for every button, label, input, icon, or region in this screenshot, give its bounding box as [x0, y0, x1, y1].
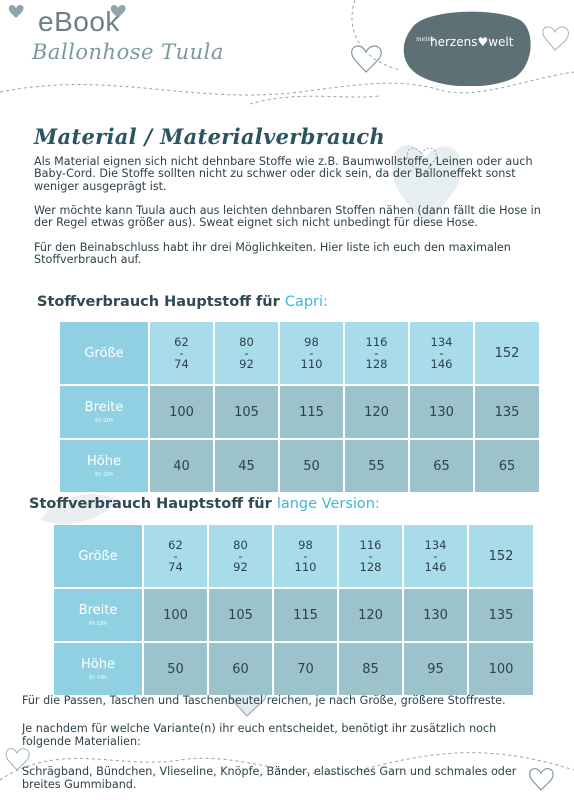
long-heading-text: Stoffverbrauch Hauptstoff für — [29, 496, 277, 512]
size-from: 98 — [304, 334, 319, 349]
ebook-subtitle: Ballonhose Tuula — [32, 40, 224, 64]
table-row-width — [60, 386, 539, 438]
size-cell — [150, 322, 213, 384]
height-cell: 50 — [280, 440, 343, 492]
size-from: 62 — [174, 334, 189, 349]
capri-heading-accent: Capri: — [284, 294, 328, 310]
size-row-header: Größe — [54, 525, 142, 587]
width-label: Breite — [84, 400, 124, 415]
heart-small-header-left-icon — [9, 5, 24, 18]
size-cell — [345, 322, 408, 384]
height-cell: 70 — [274, 643, 337, 695]
width-row-header — [60, 386, 148, 438]
size-from: 80 — [233, 537, 248, 552]
height-cell: 50 — [144, 643, 207, 695]
width-cell: 105 — [209, 589, 272, 641]
width-cell: 115 — [280, 386, 343, 438]
stitch-line-top-3 — [352, 0, 400, 70]
outro-paragraph-2: Je nachdem für welche Variante(n) ihr euch entscheidet, benötigt ihr zusätzlich noch folgende Materialien: — [22, 722, 497, 748]
width-cell: 105 — [215, 386, 278, 438]
long-version-fabric-table — [52, 523, 535, 697]
width-cell: 130 — [404, 589, 467, 641]
size-cell — [280, 322, 343, 384]
size-to: 146 — [424, 559, 447, 574]
width-unit: In cm — [94, 416, 113, 424]
logo-small-text: meine — [416, 36, 435, 43]
size-cell — [144, 525, 207, 587]
ebook-label: eBook — [38, 6, 120, 37]
outro-paragraph-3: Schrägband, Bündchen, Vlieseline, Knöpfe, Bänder, elastisches Garn und schmales oder breites Gummiband. — [22, 765, 517, 791]
stitch-line-top-2 — [250, 96, 380, 104]
logo-main-text: herzens♥welt — [430, 35, 514, 49]
size-dash: - — [439, 345, 444, 360]
size-to: 146 — [430, 356, 453, 371]
height-cell: 45 — [215, 440, 278, 492]
size-from: 116 — [359, 537, 382, 552]
size-from: 80 — [239, 334, 254, 349]
size-from: 134 — [424, 537, 447, 552]
size-to: 92 — [233, 559, 248, 574]
width-label: Breite — [78, 603, 118, 618]
size-dash: - — [309, 345, 314, 360]
size-cell-last: 152 — [469, 525, 533, 587]
table-row-height — [60, 440, 539, 492]
size-dash: - — [303, 548, 308, 563]
heart-outline-top-icon — [352, 46, 382, 72]
size-dash: - — [179, 345, 184, 360]
height-label: Höhe — [87, 454, 121, 469]
size-cell — [339, 525, 402, 587]
width-cell: 100 — [150, 386, 213, 438]
size-cell — [410, 322, 473, 384]
long-heading-accent: lange Version: — [276, 496, 380, 512]
table-row-height — [54, 643, 533, 695]
height-cell: 55 — [345, 440, 408, 492]
height-cell: 40 — [150, 440, 213, 492]
size-to: 74 — [168, 559, 183, 574]
size-to: 128 — [365, 356, 388, 371]
width-cell: 120 — [345, 386, 408, 438]
long-table-heading — [29, 496, 380, 512]
table-row-width — [54, 589, 533, 641]
size-from: 62 — [168, 537, 183, 552]
height-unit: In cm — [94, 470, 113, 478]
height-cell: 60 — [209, 643, 272, 695]
height-row-header — [60, 440, 148, 492]
size-to: 92 — [239, 356, 254, 371]
width-cell: 120 — [339, 589, 402, 641]
height-cell: 65 — [475, 440, 539, 492]
size-dash: - — [244, 345, 249, 360]
height-cell: 85 — [339, 643, 402, 695]
size-to: 110 — [300, 356, 323, 371]
size-dash: - — [374, 345, 379, 360]
size-to: 110 — [294, 559, 317, 574]
width-row-header — [54, 589, 142, 641]
size-dash: - — [173, 548, 178, 563]
width-cell: 135 — [475, 386, 539, 438]
width-cell: 135 — [469, 589, 533, 641]
size-cell — [404, 525, 467, 587]
size-from: 98 — [298, 537, 313, 552]
width-cell: 115 — [274, 589, 337, 641]
size-to: 74 — [174, 356, 189, 371]
height-unit: In cm — [88, 673, 107, 681]
size-cell-last: 152 — [475, 322, 539, 384]
height-cell: 65 — [410, 440, 473, 492]
height-row-header — [54, 643, 142, 695]
size-dash: - — [238, 548, 243, 563]
size-to: 128 — [359, 559, 382, 574]
intro-paragraph-2: Wer möchte kann Tuula auch aus leichten dehnbaren Stoffen nähen (dann fällt die Hose in der Regel etwas größer aus). Sweat eignet sich nicht unbedingt für diese Hose. — [34, 204, 541, 230]
size-from: 116 — [365, 334, 388, 349]
table-row-sizes — [54, 525, 533, 587]
table-row-sizes — [60, 322, 539, 384]
outro-paragraph-1: Für die Passen, Taschen und Taschenbeutel reichen, je nach Größe, größere Stoffreste. — [22, 694, 506, 707]
size-dash: - — [368, 548, 373, 563]
size-row-header: Größe — [60, 322, 148, 384]
size-dash: - — [433, 548, 438, 563]
capri-table-heading — [37, 294, 328, 310]
height-label: Höhe — [81, 657, 115, 672]
capri-heading-text: Stoffverbrauch Hauptstoff für — [37, 294, 285, 310]
width-cell: 100 — [144, 589, 207, 641]
size-cell — [209, 525, 272, 587]
size-cell — [215, 322, 278, 384]
capri-fabric-table — [58, 320, 541, 494]
width-cell: 130 — [410, 386, 473, 438]
heart-outline-right-icon — [543, 27, 569, 50]
width-unit: In cm — [88, 619, 107, 627]
size-cell — [274, 525, 337, 587]
section-title: Material / Materialverbrauch — [34, 124, 386, 149]
height-cell: 100 — [469, 643, 533, 695]
size-from: 134 — [430, 334, 453, 349]
intro-paragraph-3: Für den Beinabschluss habt ihr drei Möglichkeiten. Hier liste ich euch den maximalen Stoffverbrauch auf. — [34, 241, 511, 267]
height-cell: 95 — [404, 643, 467, 695]
intro-paragraph-1: Als Material eignen sich nicht dehnbare Stoffe wie z.B. Baumwollstoffe, Leinen oder auch Baby-Cord. Die Stoffe sollten nicht zu schwer oder dick sein, da der Balloneffekt sonst weniger ausgeprägt ist. — [34, 155, 533, 193]
